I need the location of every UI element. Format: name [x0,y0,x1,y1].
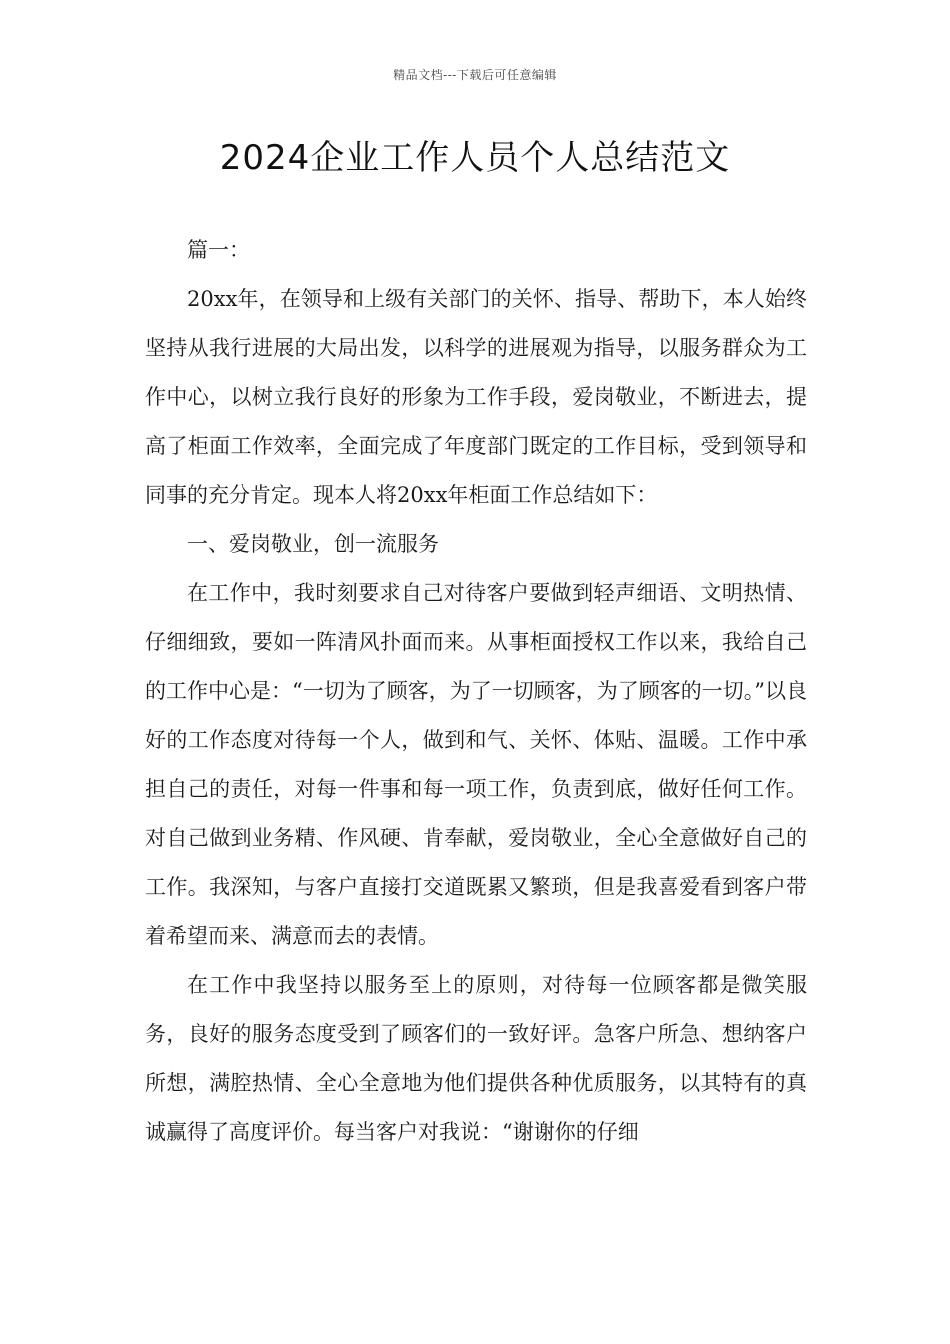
paragraph-section-label: 篇一： [187,238,250,262]
paragraph-intro: 20xx年，在领导和上级有关部门的关怀、指导、帮助下，本人始终坚持从我行进展的大局出发，以科学的进展观为指导，以服务群众为工作中心，以树立我行良好的形象为工作手段，爱岗敬业，不断进去，提高了柜面工作效率，全面完成了年度部门既定的工作目标，受到领导和同事的充分肯定。现本人将20xx年柜面工作总结如下： [145,287,807,507]
document-body [145,226,807,1157]
document-title: 2024企业工作人员个人总结范文 [219,138,731,178]
paragraph-heading-1: 一、爱岗敬业，创一流服务 [187,532,439,556]
paragraph-body-1: 在工作中，我时刻要求自己对待客户要做到轻声细语、文明热情、仔细细致，要如一阵清风扑面而来。从事柜面授权工作以来，我给自己的工作中心是：“一切为了顾客，为了一切顾客，为了顾客的一切。”以良好的工作态度对待每一个人，做到和气、关怀、体贴、温暖。工作中承担自己的责任，对每一件事和每一项工作，负责到底，做好任何工作。对自己做到业务精、作风硬、肯奉献，爱岗敬业，全心全意做好自己的工作。我深知，与客户直接打交道既累又繁琐，但是我喜爱看到客户带着希望而来、满意而去的表情。 [145,581,807,948]
header-note: 精品文档---下载后可任意编辑 [393,68,557,82]
paragraph-body-2: 在工作中我坚持以服务至上的原则，对待每一位顾客都是微笑服务，良好的服务态度受到了顾客们的一致好评。急客户所急、想纳客户所想，满腔热情、全心全意地为他们提供各种优质服务，以其特有的真诚赢得了高度评价。每当客户对我说：“谢谢你的仔细 [145,973,807,1144]
